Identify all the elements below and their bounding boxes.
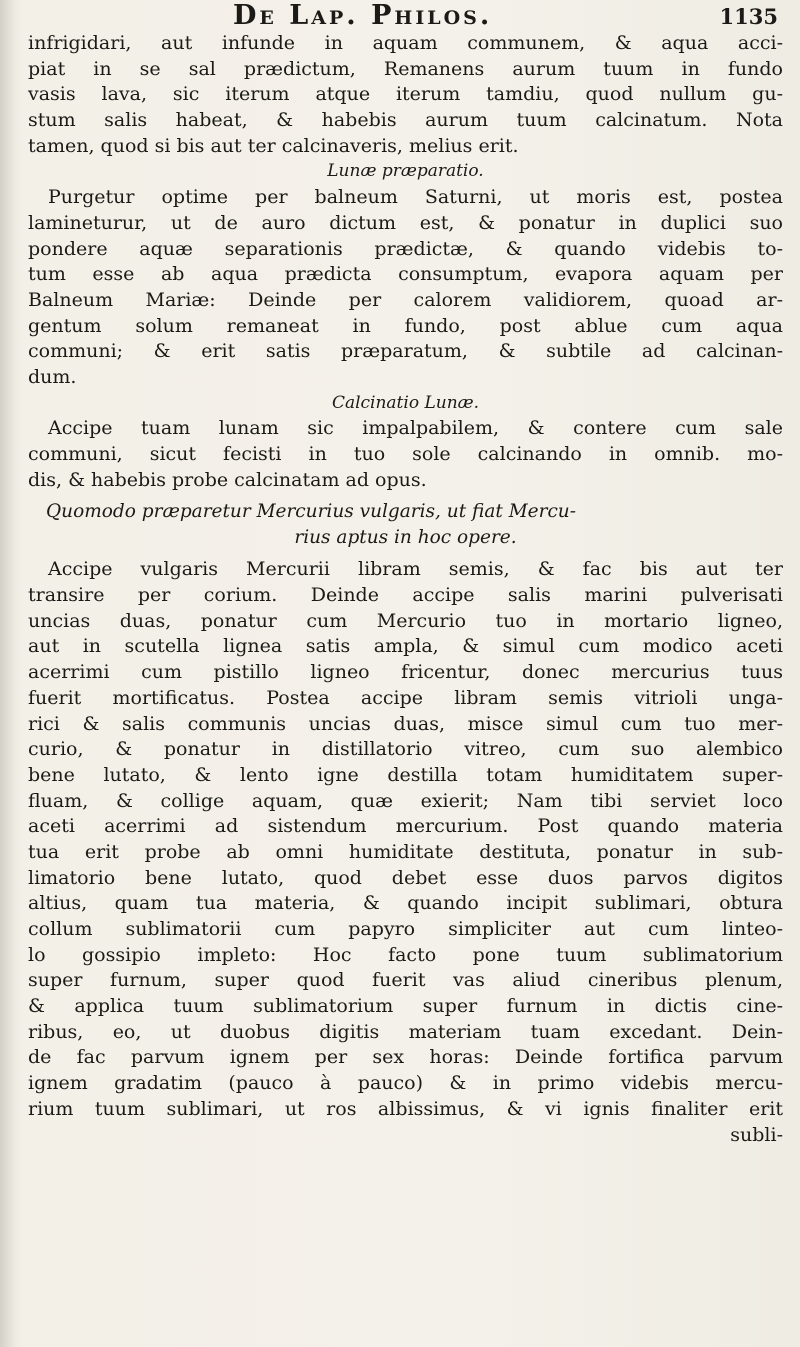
- text-line: tua erit probe ab omni humiditate destituta, ponatur in sub-: [28, 840, 783, 863]
- gutter-shadow: [0, 0, 16, 1347]
- text-line: rium tuum sublimari, ut ros albissimus, & vi ignis finaliter erit: [28, 1097, 783, 1120]
- text-line: bene lutato, & lento igne destilla totam humiditatem super-: [28, 763, 783, 786]
- text-line: dis, & habebis probe calcinatam ad opus.: [28, 468, 427, 491]
- section-heading: Quomodo præparetur Mercurius vulgaris, ut fiat Mercu-: [46, 501, 576, 523]
- text-line: Purgetur optime per balneum Saturni, ut moris est, postea: [48, 186, 783, 209]
- text-line: fuerit mortificatus. Postea accipe libram semis vitrioli unga-: [28, 686, 783, 709]
- text-line: altius, quam tua materia, & quando incipit sublimari, obtura: [28, 892, 783, 915]
- text-line: piat in se sal prædictum, Remanens aurum tuum in fundo: [28, 57, 783, 80]
- text-line: transire per corium. Deinde accipe salis marini pulverisati: [28, 584, 783, 607]
- section-heading: Calcinatio Lunæ.: [331, 392, 480, 413]
- text-line: rici & salis communis uncias duas, misce simul cum tuo mer-: [28, 712, 783, 735]
- text-line: & applica tuum sublimatorium super furnum in dictis cine-: [28, 995, 783, 1018]
- text-line: fluam, & collige aquam, quæ exierit; Nam tibi serviet loco: [28, 789, 783, 812]
- text-line: aceti acerrimi ad sistendum mercurium. Post quando materia: [28, 815, 783, 838]
- text-line: lo gossipio impleto: Hoc facto pone tuum sublimatorium: [28, 943, 783, 966]
- running-head: De Lap. Philos.: [233, 0, 493, 31]
- catchword: subli-: [730, 1123, 783, 1146]
- text-line: collum sublimatorii cum papyro simpliciter aut cum linteo-: [28, 918, 783, 940]
- text-line: tum esse ab aqua prædicta consumptum, evapora aquam per: [28, 263, 783, 286]
- page-number: 1135: [719, 4, 778, 29]
- text-line: uncias duas, ponatur cum Mercurio tuo in mortario ligneo,: [28, 609, 783, 632]
- page-header: [0, 0, 800, 30]
- text-line: limatorio bene lutato, quod debet esse duos parvos digitos: [28, 866, 783, 889]
- text-line: Accipe tuam lunam sic impalpabilem, & contere cum sale: [48, 417, 783, 440]
- text-line: aut in scutella lignea satis ampla, & simul cum modico aceti: [28, 635, 783, 658]
- text-line: de fac parvum ignem per sex horas: Deinde fortifica parvum: [28, 1046, 783, 1069]
- text-line: stum salis habeat, & habebis aurum tuum calcinatum. Nota: [28, 109, 783, 132]
- text-line: Balneum Mariæ: Deinde per calorem validiorem, quoad ar-: [28, 288, 783, 311]
- section-heading: rius aptus in hoc opere.: [294, 527, 517, 549]
- text-line: vasis lava, sic iterum atque iterum tamdiu, quod nullum gu-: [28, 83, 783, 106]
- text-line: pondere aquæ separationis prædictæ, & quando videbis to-: [28, 237, 783, 260]
- text-line: gentum solum remaneat in fundo, post ablue cum aqua: [28, 314, 783, 337]
- text-line: communi, sicut fecisti in tuo sole calcinando in omnib. mo-: [28, 443, 783, 465]
- text-line: communi; & erit satis præparatum, & subtile ad calcinan-: [28, 340, 783, 363]
- text-line: infrigidari, aut infunde in aquam communem, & aqua acci-: [28, 32, 783, 54]
- text-line: curio, & ponatur in distillatorio vitreo, cum suo alembico: [28, 738, 783, 761]
- body-text: [28, 31, 793, 1148]
- text-line: dum.: [28, 365, 77, 388]
- text-line: ignem gradatim (pauco à pauco) & in primo videbis mercu-: [28, 1072, 783, 1095]
- text-line: super furnum, super quod fuerit vas aliud cineribus plenum,: [28, 969, 783, 992]
- text-line: acerrimi cum pistillo ligneo fricentur, donec mercurius tuus: [28, 661, 783, 684]
- text-line: Accipe vulgaris Mercurii libram semis, & fac bis aut ter: [48, 558, 783, 581]
- section-heading: Lunæ præparatio.: [327, 161, 484, 182]
- text-line: tamen, quod si bis aut ter calcinaveris, melius erit.: [28, 134, 519, 157]
- text-line: ribus, eo, ut duobus digitis materiam tuam excedant. Dein-: [28, 1020, 783, 1043]
- text-line: lamineturur, ut de auro dictum est, & ponatur in duplici suo: [28, 211, 783, 234]
